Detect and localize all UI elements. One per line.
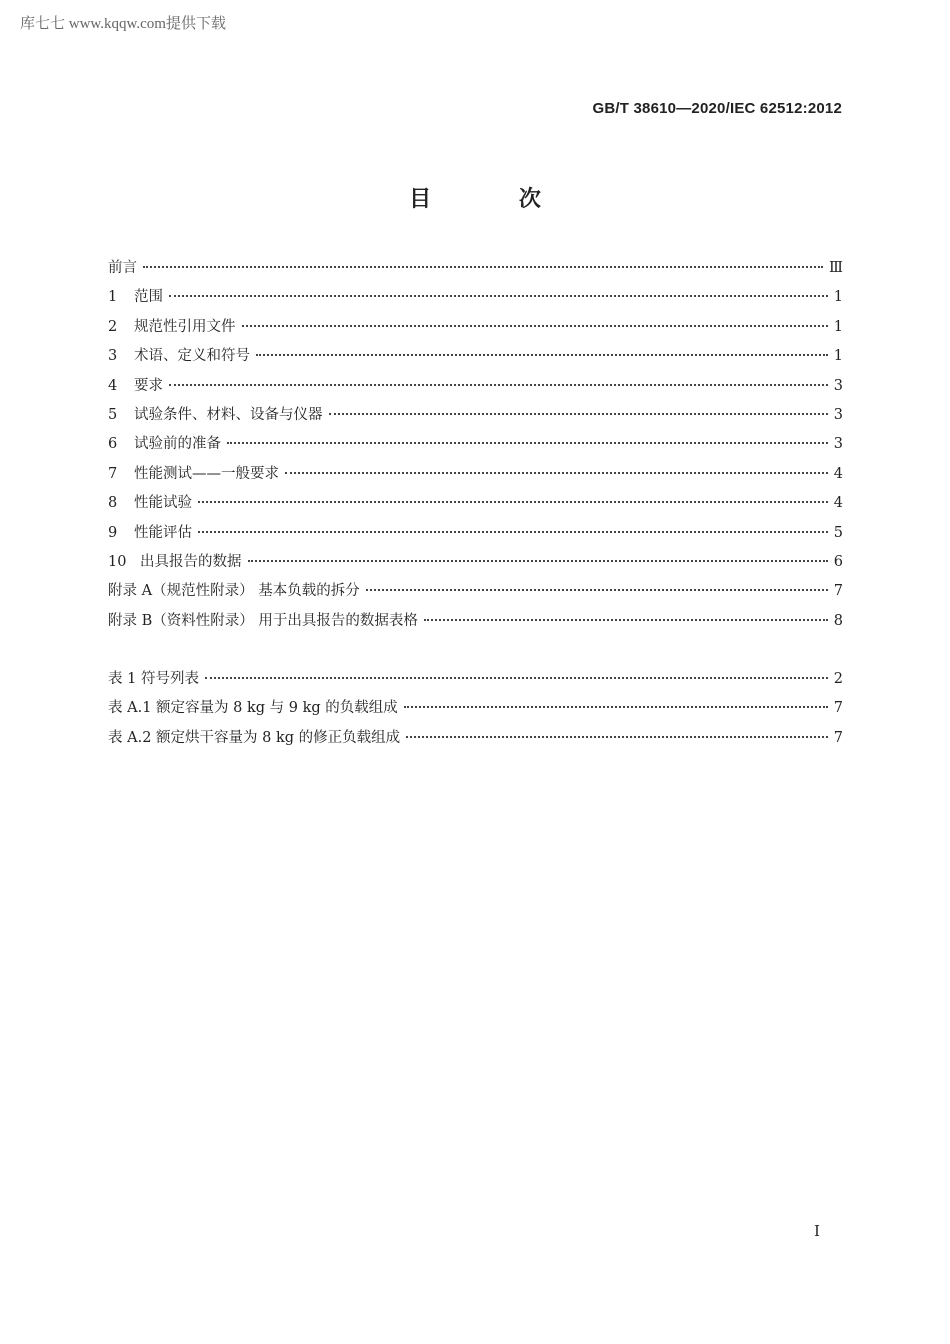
dot-leader [329,413,828,415]
entry-number: 7 [108,465,118,482]
entry-page: 7 [833,583,843,600]
toc-entry[interactable] [108,432,843,461]
entry-number: 6 [108,436,118,453]
dot-leader [227,442,828,444]
entry-label: 表 A.2 额定烘干容量为 8 kg 的修正负载组成 [108,729,401,746]
toc-entry[interactable] [108,403,843,432]
toc-entry[interactable] [108,285,843,314]
toc-entry[interactable] [108,667,843,696]
dot-leader [143,266,823,268]
dot-leader [169,384,828,386]
toc-entry[interactable] [108,550,843,579]
entry-page: Ⅲ [829,260,843,276]
entry-label: 试验条件、材料、设备与仪器 [134,406,323,423]
entry-number: 8 [108,495,118,512]
toc-entry[interactable] [108,726,843,755]
entry-number: 5 [108,406,118,423]
entry-page: 2 [833,671,843,687]
entry-label: 出具报告的数据 [140,553,242,570]
entry-page: 1 [833,289,843,306]
dot-leader [256,354,828,356]
dot-leader [285,472,828,474]
entry-number: 2 [108,318,118,335]
entry-page: 3 [833,406,843,423]
toc-entry[interactable] [108,696,843,725]
entry-number: 1 [108,289,118,306]
table-of-contents [108,256,843,638]
entry-label: 规范性引用文件 [134,318,236,335]
entry-label: 附录 A（规范性附录） 基本负载的拆分 [108,583,360,600]
dot-leader [406,736,828,738]
dot-leader [242,325,828,327]
dot-leader [169,295,828,297]
entry-page: 1 [833,318,843,335]
toc-entry[interactable] [108,579,843,608]
entry-number: 9 [108,524,118,541]
entry-label: 性能测试——一般要求 [134,465,279,482]
entry-page: 1 [833,348,843,365]
entry-number: 4 [108,377,118,394]
entry-page: 7 [833,700,843,717]
dot-leader [198,501,828,503]
page-number: I [814,1222,820,1240]
entry-page: 8 [833,612,843,629]
watermark-text: 库七七 www.kqqw.com提供下载 [20,16,226,32]
entry-label: 表 A.1 额定容量为 8 kg 与 9 kg 的负载组成 [108,700,398,717]
entry-label: 术语、定义和符号 [134,348,250,365]
entry-label: 要求 [134,377,163,394]
page-title: 目 次 [409,186,581,212]
entry-page: 5 [833,524,843,541]
entry-page: 7 [833,729,843,746]
entry-page: 3 [833,377,843,394]
toc-entry[interactable] [108,521,843,550]
toc-entry[interactable] [108,256,843,285]
toc-entry[interactable] [108,609,843,638]
entry-number: 10 [108,553,127,570]
entry-page: 3 [833,436,843,453]
list-of-tables [108,667,843,755]
entry-label: 范围 [134,289,163,306]
entry-label: 性能评估 [134,524,192,541]
dot-leader [248,560,828,562]
entry-label: 表 1 符号列表 [108,671,199,687]
entry-label: 附录 B（资料性附录） 用于出具报告的数据表格 [108,612,418,629]
dot-leader [404,706,828,708]
toc-entry[interactable] [108,344,843,373]
standard-number: GB/T 38610—2020/IEC 62512:2012 [592,100,842,117]
toc-entry[interactable] [108,374,843,403]
dot-leader [205,677,828,679]
entry-page: 4 [833,495,843,512]
entry-page: 6 [833,553,843,570]
toc-entry[interactable] [108,315,843,344]
entry-label: 试验前的准备 [134,436,221,453]
dot-leader [198,531,828,533]
dot-leader [424,619,828,621]
toc-entry[interactable] [108,491,843,520]
toc-entry[interactable] [108,462,843,491]
entry-label: 前言 [108,260,137,276]
entry-page: 4 [833,465,843,482]
entry-label: 性能试验 [134,495,192,512]
dot-leader [366,589,828,591]
entry-number: 3 [108,348,118,365]
